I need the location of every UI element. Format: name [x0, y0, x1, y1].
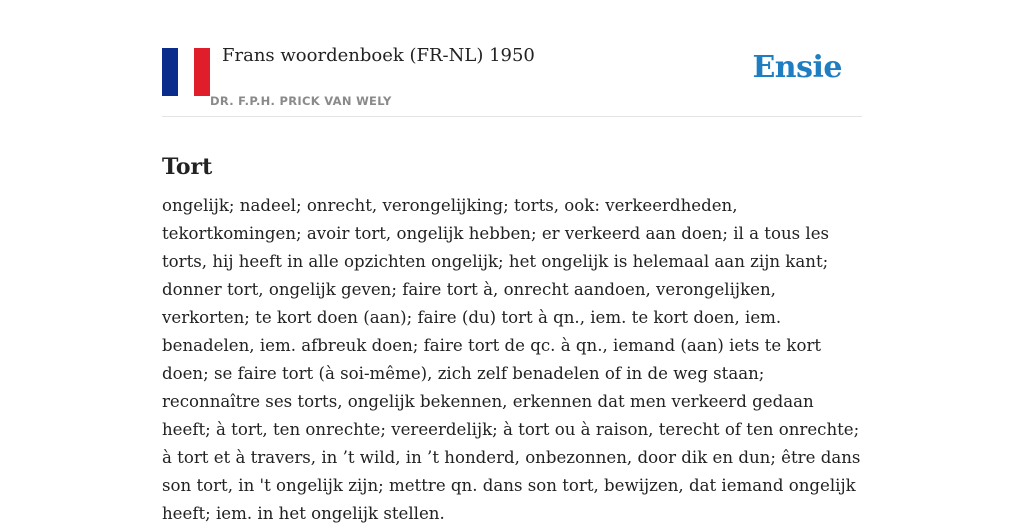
dictionary-author: DR. F.P.H. PRICK VAN WELY: [210, 94, 392, 108]
ensie-logo[interactable]: Ensie: [752, 50, 842, 85]
french-flag-icon: [162, 48, 210, 96]
dictionary-header: [162, 0, 862, 117]
entry-definition: ongelijk; nadeel; onrecht, verongelijking; torts, ook: verkeerdheden, tekortkomingen; avoir tort, ongelijk hebben; er verkeerd aan doen; il a tous les torts, hij heeft in alle opzichten ongelijk; het ongelijk is helemaal aan zijn kant; donner tort, ongelijk geven; faire tort à, onrecht aandoen, verongelijken, verkorten; te kort doen (aan); faire (du) tort à qn., iem. te kort doen, iem. benadelen, iem. afbreuk doen; faire tort de qc. à qn., iemand (aan) iets te kort doen; se faire tort (à soi-même), zich zelf benadelen of in de weg staan; reconnaître ses torts, ongelijk bekennen, erkennen dat men verkeerd gedaan heeft; à tort, ten onrechte; vereerdelijk; à tort ou à raison, terecht of ten onrechte; à tort et à travers, in ’t wild, in ’t honderd, onbezonnen, door dik en dun; être dans son tort, in 't ongelijk zijn; mettre qn. dans son tort, bewijzen, dat iemand ongelijk heeft; iem. in het ongelijk stellen.: [162, 196, 861, 523]
flag-stripe-blue: [162, 48, 178, 96]
entry-headword: Tort: [162, 153, 213, 180]
flag-stripe-red: [194, 48, 210, 96]
flag-stripe-white: [178, 48, 194, 96]
dictionary-title[interactable]: Frans woordenboek (FR-NL) 1950: [222, 45, 535, 66]
